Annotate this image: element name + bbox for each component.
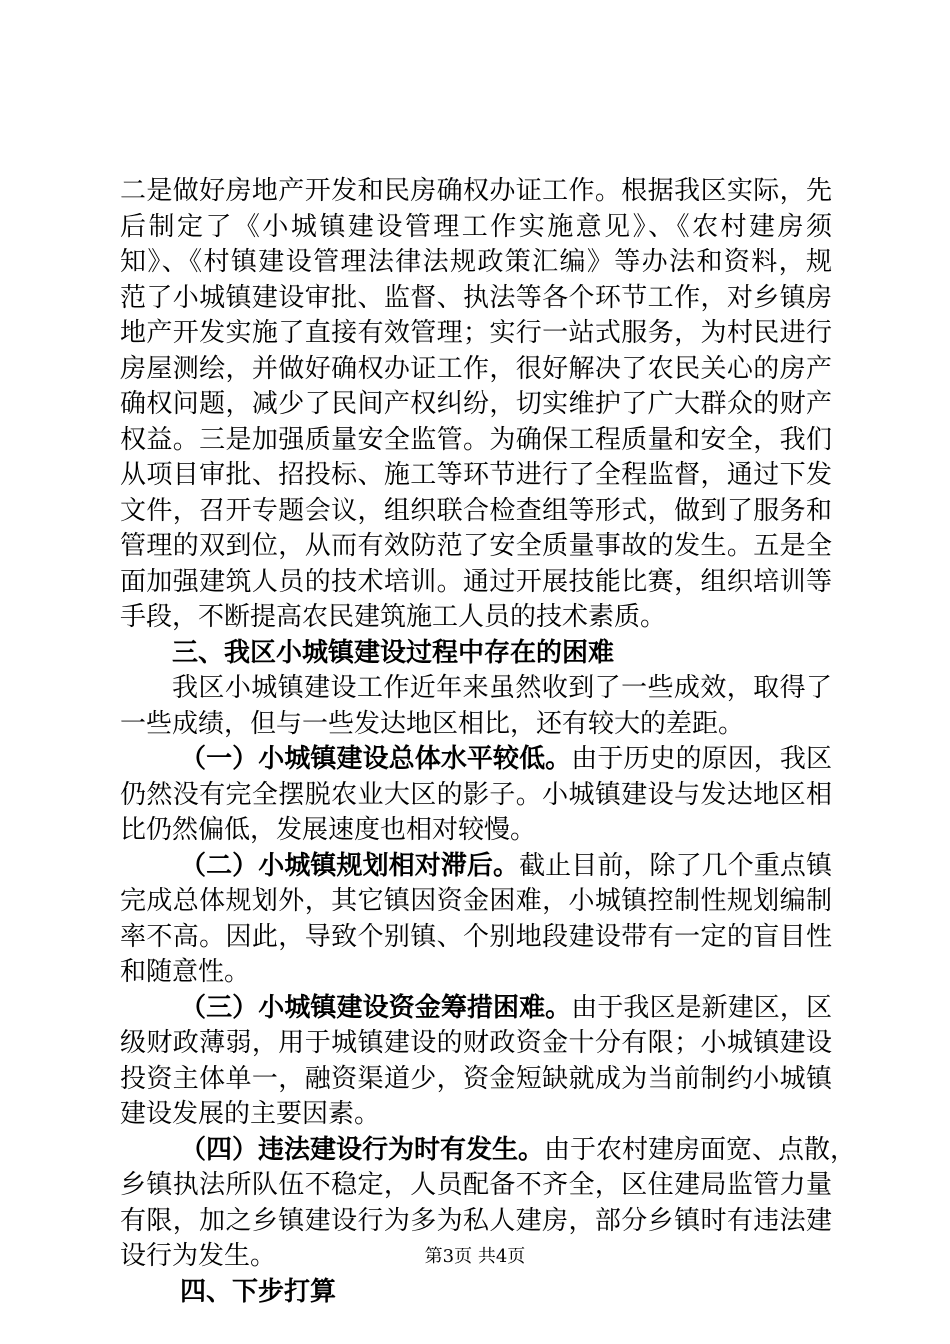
item-text: 由于我区是新建区，区 bbox=[571, 992, 832, 1023]
text-line: 后制定了《小城镇建设管理工作实施意见》、《农村建房须 bbox=[120, 211, 832, 242]
text-line: 确权问题，减少了民间产权纠纷，切实维护了广大群众的财产 bbox=[120, 389, 832, 419]
text-line: 管理的双到位，从而有效防范了安全质量事故的发生。五是全 bbox=[120, 531, 832, 561]
text-line: 地产开发实施了直接有效管理；实行一站式服务，为村民进行 bbox=[120, 318, 832, 348]
page-number-footer: 第3页 共4页 bbox=[424, 1246, 526, 1267]
item-title: （四）违法建设行为时有发生。 bbox=[180, 1134, 545, 1165]
text-line: 我区小城镇建设工作近年来虽然收到了一些成效，取得了 bbox=[172, 673, 832, 703]
text-line: 比仍然偏低，发展速度也相对较慢。 bbox=[120, 815, 537, 845]
item-funding-difficult bbox=[120, 991, 832, 1133]
paragraph-difficulties-intro bbox=[120, 671, 832, 742]
text-line: 二是做好房地产开发和民房确权办证工作。根据我区实际，先 bbox=[120, 176, 832, 206]
item-title: （一）小城镇建设总体水平较低。 bbox=[180, 744, 572, 774]
item-text: 由于农村建房面宽、点散， bbox=[544, 1134, 857, 1165]
document-body bbox=[120, 174, 857, 1310]
item-first-line bbox=[120, 1133, 857, 1169]
text-line: 房屋测绘，并做好确权办证工作，很好解决了农民关心的房产 bbox=[120, 353, 832, 384]
item-first-line bbox=[120, 742, 832, 778]
item-text: 截止目前，除了几个重点镇 bbox=[519, 850, 832, 881]
text-line: 文件，召开专题会议，组织联合检查组等形式，做到了服务和 bbox=[120, 495, 832, 526]
text-line: 率不高。因此，导致个别镇、个别地段建设带有一定的盲目性 bbox=[120, 921, 832, 952]
text-line: 范了小城镇建设审批、监督、执法等各个环节工作，对乡镇房 bbox=[120, 282, 832, 313]
text-line: 面加强建筑人员的技术培训。通过开展技能比赛，组织培训等 bbox=[120, 566, 832, 597]
text-line: 从项目审批、招投标、施工等环节进行了全程监督，通过下发 bbox=[120, 460, 832, 490]
text-line: 手段，不断提高农民建筑施工人员的技术素质。 bbox=[120, 602, 667, 632]
text-line: 投资主体单一，融资渠道少，资金短缺就成为当前制约小城镇 bbox=[120, 1063, 832, 1094]
text-line: 乡镇执法所队伍不稳定，人员配备不齐全，区住建局监管力量 bbox=[120, 1170, 832, 1200]
item-first-line bbox=[120, 849, 832, 885]
section-heading-next-steps: 四、下步打算 bbox=[180, 1276, 337, 1307]
text-line: 级财政薄弱，用于城镇建设的财政资金十分有限；小城镇建设 bbox=[120, 1028, 832, 1058]
item-title: （二）小城镇规划相对滞后。 bbox=[180, 850, 520, 881]
item-planning-lagging bbox=[120, 849, 832, 991]
item-title: （三）小城镇建设资金筹措困难。 bbox=[180, 992, 572, 1023]
text-line: 仍然没有完全摆脱农业大区的影子。小城镇建设与发达地区相 bbox=[120, 779, 832, 810]
item-overall-level-low bbox=[120, 742, 832, 849]
item-first-line bbox=[120, 991, 832, 1027]
section-heading-difficulties: 三、我区小城镇建设过程中存在的困难 bbox=[172, 637, 615, 668]
text-line: 建设发展的主要因素。 bbox=[120, 1099, 381, 1129]
item-text: 由于历史的原因，我区 bbox=[571, 744, 832, 774]
text-line: 有限，加之乡镇建设行为多为私人建房，部分乡镇时有违法建 bbox=[120, 1205, 832, 1236]
text-line: 完成总体规划外，其它镇因资金困难，小城镇控制性规划编制 bbox=[120, 886, 832, 916]
text-line: 知》、《村镇建设管理法律法规政策汇编》等办法和资料，规 bbox=[120, 247, 832, 277]
text-line: 权益。三是加强质量安全监管。为确保工程质量和安全，我们 bbox=[120, 424, 832, 455]
paragraph-housing-and-quality bbox=[120, 174, 832, 636]
text-line: 和随意性。 bbox=[120, 957, 251, 987]
text-line: 一些成绩，但与一些发达地区相比，还有较大的差距。 bbox=[120, 708, 745, 739]
text-line: 设行为发生。 bbox=[120, 1241, 277, 1271]
